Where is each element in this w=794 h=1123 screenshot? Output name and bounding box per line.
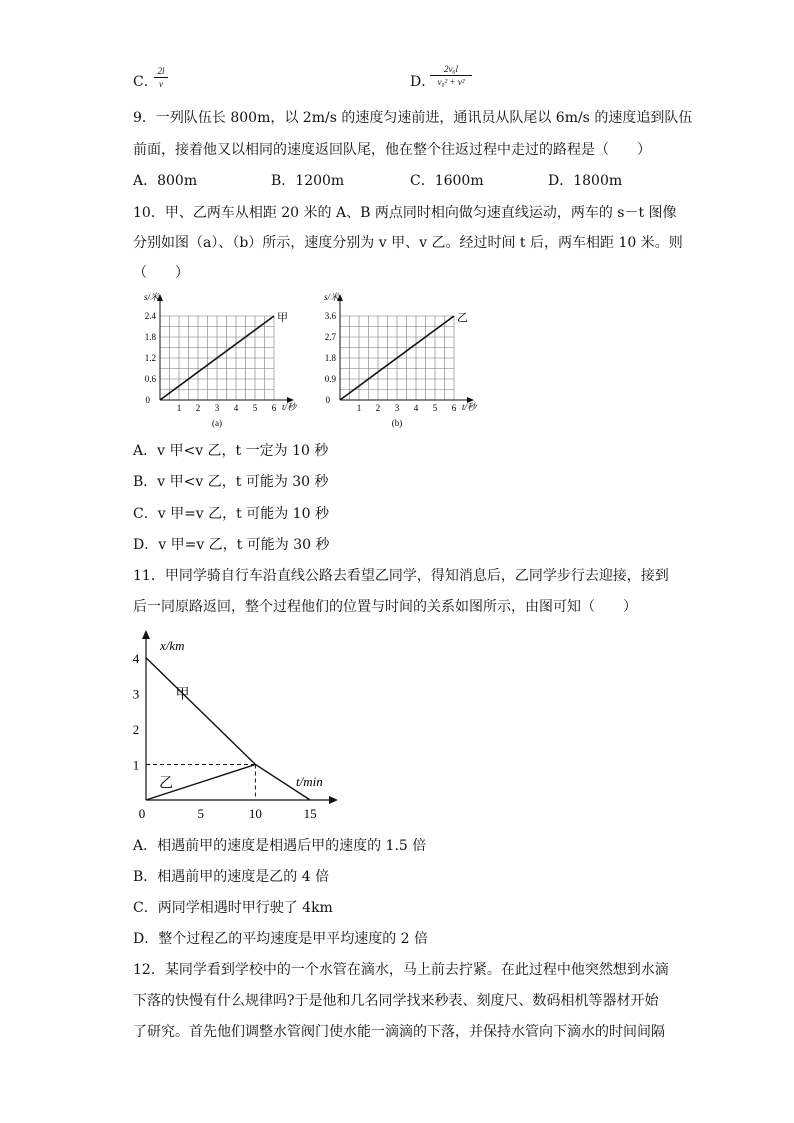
chart-b-x-tick-label: 3 (394, 403, 400, 413)
chart-c-x-tick-label: 5 (197, 806, 204, 821)
q12-line-3: 了研究。首先他们调整水管阀门使水能一滴滴的下落，并保持水管向下滴水的时间间隔 (133, 1024, 665, 1040)
q8-option-d-numerator: 2v₀l (443, 64, 459, 74)
q10-option-a: A．v 甲<v 乙，t 一定为 10 秒 (133, 443, 329, 459)
q11-line-1: 11．甲同学骑自行车沿直线公路去看望乙同学，得知消息后，乙同学步行去迎接，接到 (133, 568, 669, 584)
chart-b (310, 288, 490, 433)
chart-c-series-label: 乙 (159, 776, 174, 792)
q10-line-3: （ ） (133, 265, 189, 281)
chart-b-x-tick-label: 6 (451, 403, 457, 413)
q8-option-c-label: C． (133, 74, 158, 90)
q11-line-2: 后一同原路返回，整个过程他们的位置与时间的关系如图所示，由图可知（ ） (133, 599, 637, 615)
chart-b-x-tick-label: 1 (356, 403, 362, 413)
chart-c-y-arrow (142, 630, 150, 639)
q8-option-d-label: D． (410, 74, 436, 90)
q10-line-1: 10．甲、乙两车从相距 20 米的 A、B 两点同时相向做匀速直线运动，两车的 s－t 图像 (133, 205, 677, 221)
q9-line-2: 前面，接着他又以相同的速度返回队尾，他在整个往返过程中走过的路程是（ ） (133, 142, 651, 158)
q8-option-d-denominator: v₀² + v² (437, 77, 465, 87)
chart-a-y-tick-label: 1.2 (144, 353, 156, 363)
chart-c-x-arrow (329, 796, 338, 804)
q8-option-d-fraction (430, 64, 472, 87)
chart-a-x-tick-label: 5 (252, 403, 258, 413)
chart-c-origin-label: 0 (138, 806, 146, 821)
chart-b-y-tick-label: 3.6 (324, 311, 336, 321)
q11-option-b: B．相遇前甲的速度是乙的 4 倍 (133, 869, 330, 885)
chart-a-series-label: 甲 (277, 312, 288, 324)
chart-c-x-tick-label: 10 (248, 806, 262, 821)
q10-line-2: 分别如图（a）、（b）所示，速度分别为 v 甲、v 乙。经过时间 t 后，两车相距 10 米。则 (133, 235, 683, 251)
chart-a-x-tick-label: 6 (271, 403, 277, 413)
q11-option-a: A．相遇前甲的速度是相遇后甲的速度的 1.5 倍 (133, 838, 427, 854)
chart-c-x-axis-label: t/min (296, 774, 323, 789)
q12-line-1: 12．某同学看到学校中的一个水管在滴水，马上前去拧紧。在此过程中他突然想到水滴 (133, 962, 669, 978)
q12-line-2: 下落的快慢有什么规律吗?于是他和几名同学找来秒表、刻度尺、数码相机等器材开始 (133, 993, 659, 1009)
chart-b-series-label: 乙 (457, 312, 468, 324)
chart-b-x-tick-label: 5 (432, 403, 438, 413)
q8-option-c-fraction (154, 66, 168, 89)
chart-b-y-tick-label: 1.8 (324, 353, 336, 363)
chart-b-x-tick-label: 4 (413, 403, 419, 413)
chart-a-x-tick-label: 1 (176, 403, 182, 413)
q8-option-c-numerator: 2l (157, 66, 165, 76)
chart-b-origin-label: 0 (325, 395, 330, 405)
chart-c (128, 628, 348, 828)
chart-a-y-tick-label: 1.8 (144, 332, 156, 342)
chart-a-y-tick-label: 0.6 (144, 374, 156, 384)
chart-a-x-tick-label: 4 (233, 403, 239, 413)
q11-option-c: C．两同学相遇时甲行驶了 4km (133, 900, 333, 916)
q9-option-c: C．1600m (410, 173, 484, 189)
chart-a-y-axis-label: s/米 (144, 292, 160, 302)
chart-a-x-axis-label: t/秒 (282, 402, 297, 412)
chart-c-y-axis-label: x/km (160, 638, 185, 653)
chart-c-y-tick-label: 1 (132, 757, 140, 773)
chart-c-x-tick-label: 15 (303, 806, 317, 821)
chart-c-series-label: 甲 (175, 687, 190, 703)
q10-option-c: C．v 甲=v 乙，t 可能为 10 秒 (133, 506, 329, 522)
q9-option-b: B．1200m (271, 173, 345, 189)
q10-option-b: B．v 甲<v 乙，t 可能为 30 秒 (133, 474, 329, 490)
chart-a-title: (a) (212, 418, 222, 428)
chart-a-x-tick-label: 2 (195, 403, 201, 413)
chart-b-x-axis-label: t/秒 (462, 402, 477, 412)
chart-a-x-tick-label: 3 (214, 403, 220, 413)
chart-b-title: (b) (391, 418, 403, 428)
q8-option-c-denominator: v (159, 79, 163, 89)
q9-option-d: D．1800m (548, 173, 623, 189)
chart-b-y-axis-label: s/米 (324, 292, 340, 302)
chart-a (130, 288, 310, 433)
chart-c-y-tick-label: 3 (132, 686, 140, 702)
chart-c-y-tick-label: 2 (132, 721, 140, 737)
chart-b-y-tick-label: 0.9 (324, 374, 336, 384)
chart-b-x-tick-label: 2 (375, 403, 381, 413)
chart-a-y-tick-label: 2.4 (144, 311, 156, 321)
chart-b-y-tick-label: 2.7 (324, 332, 336, 342)
q11-option-d: D．整个过程乙的平均速度是甲平均速度的 2 倍 (133, 931, 429, 947)
q9-option-a: A．800m (133, 173, 198, 189)
chart-c-y-tick-label: 4 (132, 650, 140, 666)
chart-a-origin-label: 0 (145, 395, 150, 405)
q10-option-d: D．v 甲=v 乙，t 可能为 30 秒 (133, 537, 330, 553)
q9-line-1: 9．一列队伍长 800m，以 2m/s 的速度匀速前进，通讯员从队尾以 6m/s 的速度追到队伍 (133, 110, 693, 126)
